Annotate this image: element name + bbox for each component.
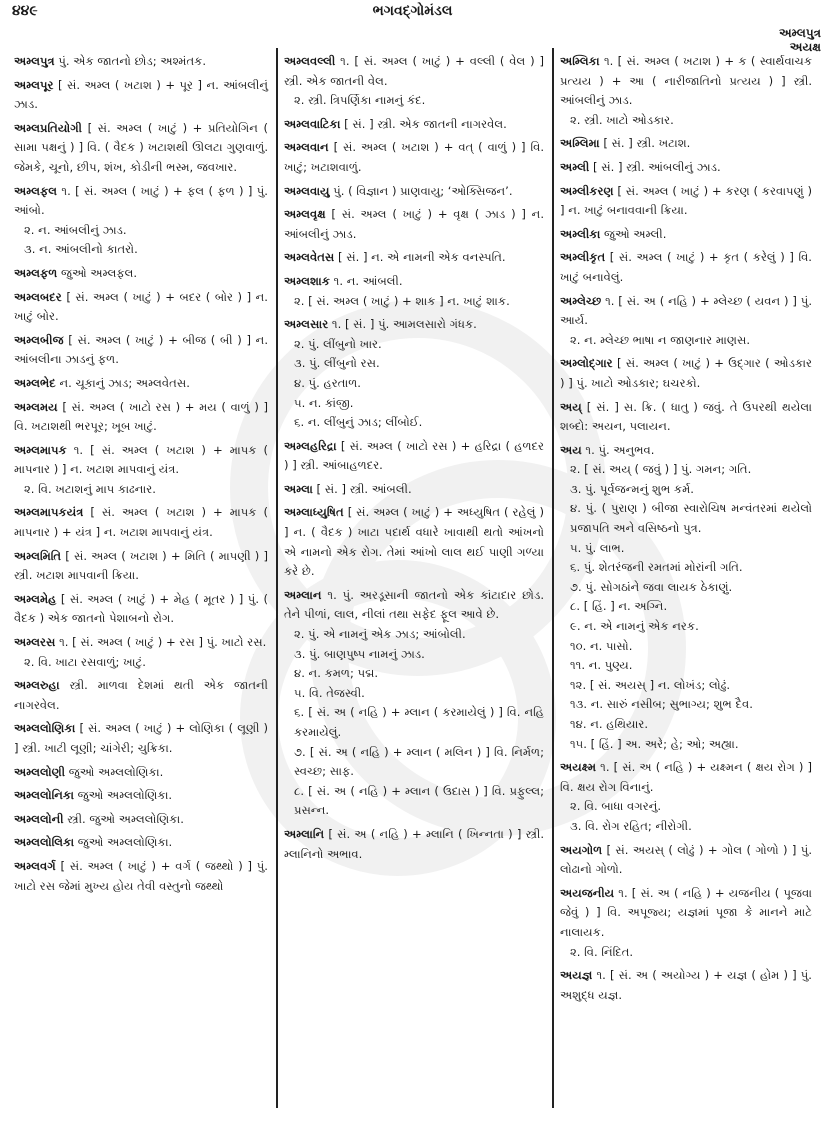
entry-sense: ૪. ન. કમળ; પદ્મ. [294, 666, 379, 681]
entry-headword: અમ્લશાક [284, 273, 330, 288]
entry-definition: જુઓ અમ્લી. [604, 226, 667, 241]
entry-definition: ૧. ન. આંબલી. [333, 273, 403, 288]
entry-sense: ૨. [ સં. અય્ ( જવું ) ] પું. ગમન; ગતિ. [570, 462, 752, 477]
dictionary-entry [14, 763, 268, 783]
entry-headword: અમ્લરુહા [14, 678, 60, 693]
entry-sense: ૧૨. [ સં. અયસ્ ] ન. લોખંડ; લોઢું. [570, 677, 731, 692]
entry-definition: ૧. [ સં. અ ( નહિ ) + યજનીય ( પૂજવા જેવું ) ] વિ. અપૂજ્ય; યજ્ઞમાં પૂજા કે માનને માટે નાલાયક. [560, 885, 813, 939]
entry-definition: પું. ( વિજ્ઞાન ) પ્રાણવાયુ; ‘ઓક્સિજન’. [333, 183, 513, 198]
entry-headword: અમ્લવાન [284, 140, 329, 155]
dictionary-entry [14, 288, 268, 327]
dictionary-entry [560, 158, 812, 178]
entry-headword: અયક્ષ્મ [560, 760, 597, 775]
entry-sense: ૧૧. ન. પુણ્ય. [570, 658, 633, 673]
entry-definition: જુઓ અમ્લલોણિકા. [68, 764, 164, 779]
entry-headword: અમ્લબીજ [14, 332, 64, 347]
entry-definition: ૧. પું. અનુભવ. [585, 442, 655, 457]
entry-headword: અમ્લભેદ [14, 375, 56, 390]
entry-sense: ૬. પું. શેતરંજની રમતમાં મોરાંની ગતિ. [570, 560, 743, 575]
entry-sense: ૨. ન. મ્લેચ્છ ભાષા ન જાણનાર માણસ. [570, 332, 751, 347]
entry-headword: અમ્લમાપકયંત્ર [14, 505, 84, 520]
entry-sense: ૩. વિ. રોગ રહિત; નીરોગી. [570, 818, 692, 833]
entry-definition: [ સં. અયસ્ ( લોઢું ) + ગોલ ( ગોળો ) ] પું. લોઢાનો ગોળો. [560, 842, 813, 877]
entry-headword: અમ્લમય [14, 399, 58, 414]
dictionary-entry [560, 248, 812, 287]
dictionary-entry [560, 841, 812, 880]
entry-definition: [ સં. અમ્લ ( ખાટું ) + કરણ ( કરવાપણું ) ] ન. ખાટું બનાવવાની ક્રિયા. [560, 183, 812, 218]
entry-definition: ન. ચૂકાનું ઝાડ; અમ્લવેતસ. [59, 375, 190, 390]
entry-headword: અય્ [560, 399, 582, 414]
entry-headword: અમ્લવલ્લી [284, 54, 336, 68]
entry-sense: ૨. સ્ત્રી. ખાટો ઓડકાર. [570, 112, 674, 127]
entry-headword: અમ્લલોણિકા [14, 721, 76, 736]
dictionary-entry [560, 398, 812, 437]
entry-definition: [ સં. ] સ્ત્રી. આંબલીનું ઝાડ. [593, 159, 721, 174]
entry-definition: [ સં. અમ્લ ( ખાટું ) + ઉદ્ગાર ( ઓડકાર ) ] પું. ખાટો ઓડકાર; ઘચરકો. [560, 356, 813, 390]
dictionary-entry [14, 633, 268, 672]
entry-sense: ૨. પું. એ નામનું એક ઝાડ; આંબોલી. [294, 627, 466, 642]
dictionary-entry [14, 331, 268, 370]
dictionary-entry [284, 182, 544, 202]
entry-definition: ૧. [ સં. અ ( નહિ ) + યક્ષ્મન ( ક્ષય રોગ ) ] વિ. ક્ષય રોગ વિનાનું. [560, 760, 813, 794]
entry-definition: [ સં. ] સ્ત્રી. આંબલી. [316, 481, 412, 496]
entry-definition: જુઓ અમ્લલોણિકા. [77, 788, 173, 803]
page-number: ૪૪૯ [12, 3, 38, 19]
entry-sense: ૫. વિ. તેજસ્વી. [294, 685, 365, 700]
entry-sense: ૯. ન. એ નામનું એક નરક. [570, 619, 699, 634]
dictionary-entry [284, 138, 544, 177]
dictionary-entry [284, 825, 544, 864]
dictionary-entry [560, 134, 812, 154]
entry-headword: અમ્લલોણી [14, 764, 66, 779]
entry-headword: અમ્લપ્રતિયોગી [14, 120, 82, 135]
entry-sense: ૧૦. ન. પાસો. [570, 638, 633, 653]
entry-headword: અમ્લલોલિકા [14, 835, 75, 850]
dictionary-entry [14, 374, 268, 394]
entry-definition: [ સં. અમ્લ ( ખાટું ) + પ્રતિયોગિન ( સામા પક્ષનું ) ] વિ. ( વૈદક ) ખટાશથી ઊલટા ગુણવાળું. જેમકે, ચૂનો, છીપ, શંખ, કોડીની ભસ્મ, જવખાર. [14, 120, 268, 174]
dictionary-entry [284, 315, 544, 433]
entry-definition: ૧. પું. અરડૂસાની જાતનો એક કાંટાદાર છોડ. તેને પીળાં, લાલ, નીલાં તથા સફેદ ફૂલ આવે છે. [284, 587, 545, 622]
entry-headword: અયજ્ઞ [560, 968, 593, 983]
dictionary-entry [14, 719, 268, 758]
entry-headword: અમ્લા [284, 481, 313, 496]
entry-headword: અમ્લલોની [14, 811, 64, 826]
entry-definition: [ સં. અમ્લ ( ખાટો રસ ) + હરિદ્રા ( હળદર ) ] સ્ત્રી. આંબાહળદર. [284, 438, 544, 473]
entry-headword: અમ્લફલ [14, 183, 58, 198]
dictionary-entry [14, 833, 268, 853]
entry-headword: અમ્લવાટિકા [284, 116, 341, 131]
entry-definition: ૧. [ સં. અમ્લ ( ખાટું ) + વલ્લી ( વેલ ) ] સ્ત્રી. એક જાતની વેલ. [284, 54, 544, 88]
entry-definition: [ સં. અમ્લ ( ખાટો રસ ) + મય ( વાળું ) ] વિ. ખટાશથી ભરપૂર; ખૂબ ખાટું. [14, 399, 269, 434]
entry-headword: અય [560, 442, 582, 457]
entry-headword: અમ્લવર્ગ [14, 858, 56, 873]
entry-headword: અયજનીય [560, 885, 615, 900]
entry-definition: ૧. [ સં. અમ્લ ( ખાટું ) + રસ ] પું. ખાટો રસ. [59, 635, 267, 650]
entry-sense: ૨. વિ. બાધા વગરનું. [570, 799, 662, 814]
entry-definition: ૧. [ સં. ] પું. આમલસારો ગંધક. [331, 317, 477, 332]
entry-definition: [ સં. અમ્લ ( ખાટું ) + લોણિકા ( લૂણી ) ] સ્ત્રી. ખાટી લૂણી; ચાંગેરી; ચુક્રિકા. [14, 721, 268, 755]
entry-definition: [ સં. અમ્લ ( ખટાશ ) + વત્ ( વાળું ) ] વિ. ખાટું; ખટાશવાળું. [284, 140, 545, 174]
entry-definition: જુઓ અમ્લફલ. [61, 265, 138, 280]
entry-definition: [ સં. અમ્લ ( ખાટું ) + વૃક્ષ ( ઝાડ ) ] ન. આંબલીનું ઝાડ. [284, 207, 544, 241]
entry-sense: ૨. વિ. ખાટા રસવાળું; ખાટું. [24, 654, 146, 669]
entry-definition: [ સં. ] સ્ત્રી. એક જાતની નાગરવેલ. [344, 116, 507, 131]
entry-headword: અમ્લી [560, 159, 590, 174]
dictionary-entry [14, 76, 268, 115]
dictionary-entry [284, 480, 544, 500]
entry-sense: ૪. પું. ( પુરાણ ) બીજા સ્વારોચિષ મન્વંતરમાં થયેલો પ્રજાપતિ અને વસિષ્ઠનો પુત્ર. [570, 501, 812, 536]
dictionary-entry [14, 441, 268, 500]
entry-sense: ૨. [ સં. અમ્લ ( ખાટું ) + શાક ] ન. ખાટું શાક. [294, 293, 510, 308]
dictionary-entry [284, 248, 544, 268]
entry-definition: [ સં. અમ્લ ( ખાટું ) + અધ્યુષિત ( રહેલું ) ] ન. ( વૈદક ) ખાટા પદાર્થ વધારે ખાવાથી થતો આંખનો એ નામનો એક રોગ. તેમાં આંખો લાલ થઈ પાણી ગળ્યા કરે છે. [284, 505, 545, 579]
dictionary-entry [14, 182, 268, 260]
entry-sense: ૮. [ સં. અ ( નહિ ) + મ્લાન ( ઉદાસ ) ] વિ. પ્રફુલ્લ; પ્રસન્ન. [294, 783, 544, 818]
entry-sense: ૩. પું. પૂર્વજન્મનું શુભ કર્મ. [570, 481, 694, 496]
entry-definition: [ સં. અમ્લ ( ખાટું ) + બદર ( બોર ) ] ન. ખાટું બોર. [14, 289, 268, 324]
entry-headword: અમ્લાન [284, 587, 322, 602]
dictionary-entry [560, 225, 812, 245]
entry-definition: જુઓ અમ્લલોણિકા. [77, 835, 173, 850]
entry-definition: [ સં. અમ્લ ( ખાટું ) + વર્ગ ( જથ્થો ) ] પું. ખાટો રસ જેમાં મુખ્ય હોય તેવી વસ્તુનો જથ્થો [14, 858, 268, 893]
dictionary-entry [14, 676, 268, 715]
entry-definition: ૧. [ સં. અમ્લ ( ખટાશ ) + ક ( સ્વાર્થવાચક પ્રત્યય ) + આ ( નારીજાતિનો પ્રત્યય ) ] સ્ત્રી. આંબલીનું ઝાડ. [560, 54, 813, 108]
entry-definition: ૧. [ સં. અમ્લ ( ખાટું ) + ફલ ( ફળ ) ] પું. આંબો. [14, 183, 268, 218]
entry-sense: ૨. ન. આંબલીનું ઝાડ. [24, 222, 127, 237]
entry-sense: ૩. પું. બાણપુષ્પ નામનું ઝાડ. [294, 646, 425, 661]
dictionary-entry [560, 758, 812, 836]
entry-sense: ૩. પું. લીંબુનો રસ. [294, 356, 380, 371]
dictionary-entry [560, 52, 812, 130]
entry-definition: [ સં. અમ્લ ( ખાટું ) + કૃત ( કરેલું ) ] વિ. ખાટું બનાવેલું. [560, 250, 812, 284]
entry-sense: ૭. પું. સોગઠાંને જવા લાયક ઠેકાણું. [570, 579, 733, 594]
entry-sense: ૪. પું. હરતાળ. [294, 375, 361, 390]
dictionary-entry [284, 437, 544, 476]
dictionary-entry [14, 857, 268, 896]
entry-definition: [ સં. અમ્લ ( ખટાશ ) + મિતિ ( માપણી ) ] સ્ત્રી. ખટાશ માપવાની ક્રિયા. [14, 548, 268, 583]
entry-headword: અમ્લિકા [560, 54, 600, 68]
entry-headword: અમ્લીકૃત [560, 250, 606, 265]
column-3 [554, 48, 820, 1108]
entry-headword: અમ્લલોનિકા [14, 788, 74, 803]
entry-headword: અમ્લમિતિ [14, 548, 62, 563]
guide-word-first: અમ્લપુત્ર [778, 26, 821, 40]
entry-headword: અયગોળ [560, 842, 603, 857]
entry-headword: અમ્લોદ્ગાર [560, 356, 613, 371]
dictionary-entry [14, 786, 268, 806]
page-title: ભગવદ્ગોમંડલ [372, 3, 453, 19]
entry-definition: ૧. [ સં. અ ( નહિ ) + મ્લેચ્છ ( યવન ) ] પું. આર્ય. [560, 293, 813, 328]
dictionary-entry [14, 398, 268, 437]
entry-sense: ૧૪. ન. હથિયાર. [570, 717, 649, 731]
entry-headword: અમ્લવૃક્ષ [284, 207, 326, 222]
entry-headword: અમ્લાનિ [284, 826, 325, 841]
dictionary-columns [8, 48, 820, 1108]
column-1 [8, 48, 278, 1108]
dictionary-entry [14, 810, 268, 830]
entry-definition: [ સં. અ ( નહિ ) + મ્લાનિ ( ખિન્નતા ) ] સ્ત્રી. મ્લાનિનો અભાવ. [284, 826, 545, 861]
entry-sense: ૫. પું. લાભ. [570, 540, 625, 555]
dictionary-entry [14, 119, 268, 178]
entry-headword: અમ્લસાર [284, 317, 329, 332]
dictionary-entry [284, 503, 544, 581]
entry-definition: ૧. [ સં. અ ( અયોગ્ય ) + યજ્ઞ ( હોમ ) ] પું. અશુદ્ધ યજ્ઞ. [560, 968, 812, 1002]
entry-headword: અમ્લિમા [560, 136, 600, 151]
entry-headword: અમ્લબદર [14, 289, 62, 304]
entry-definition: [ સં. ] સ. ક્રિ. ( ધાતુ ) જવું. તે ઉપરથી થયેલા શબ્દો: અયન, પલાયન. [560, 399, 812, 434]
entry-headword: અમ્લફળ [14, 265, 58, 280]
entry-definition: [ સં. અમ્લ ( ખટાશ ) + પૂર ] ન. આંબલીનું ઝાડ. [14, 77, 268, 112]
entry-headword: અમ્લહરિદ્રા [284, 438, 337, 453]
entry-sense: ૨. વિ. નિંદિત. [570, 944, 634, 959]
page-header [0, 0, 825, 54]
entry-headword: અમ્લવેતસ [284, 250, 335, 265]
dictionary-entry [560, 292, 812, 351]
entry-sense: ૫. ન. કાંજી. [294, 395, 354, 410]
entry-headword: અમ્લપૂર [14, 77, 54, 92]
entry-definition: પું. એક જાતનો છોડ; અશ્મંતક. [58, 54, 207, 68]
entry-headword: અમ્લવાયુ [284, 183, 330, 198]
entry-definition: [ સં. અમ્લ ( ખાટું ) + મેહ ( મૂતર ) ] પું. ( વૈદક ) એક જાતનો પેશાબનો રોગ. [14, 591, 268, 626]
dictionary-entry [14, 264, 268, 284]
guide-word-last: અયક્ષ [789, 40, 821, 54]
entry-headword: અમ્લપુત્ર [14, 54, 55, 68]
dictionary-entry [14, 503, 268, 542]
entry-sense: ૬. ન. લીંબુનું ઝાડ; લીંબોઈ. [294, 415, 423, 430]
entry-headword: અમ્લમાપક [14, 442, 67, 457]
entry-definition: [ સં. અમ્લ ( ખટાશ ) + માપક ( માપનાર ) + યંત્ર ] ન. ખટાશ માપવાનું યંત્ર. [14, 505, 268, 540]
entry-headword: અમ્લમેહ [14, 591, 57, 606]
entry-definition: [ સં. અમ્લ ( ખાટું ) + બીજ ( બી ) ] ન. આંબલીના ઝાડનું ફળ. [14, 332, 269, 367]
entry-sense: ૨. સ્ત્રી. ત્રિપર્ણિકા નામનું કંદ. [294, 93, 426, 108]
entry-definition: સ્ત્રી. માળવા દેશમાં થતી એક જાતની નાગરવેલ. [14, 678, 268, 712]
entry-sense: ૬. [ સં. અ ( નહિ ) + મ્લાન ( કરમાયેલું ) ] વિ. નહિ કરમાયેલું. [294, 705, 544, 739]
dictionary-entry [560, 441, 812, 755]
dictionary-entry [14, 52, 268, 72]
dictionary-entry [284, 272, 544, 311]
dictionary-entry [560, 966, 812, 1005]
entry-headword: અમ્લેચ્છ [560, 293, 602, 308]
dictionary-entry [560, 354, 812, 393]
entry-definition: સ્ત્રી. જુઓ અમ્લલોણિકા. [67, 811, 184, 826]
dictionary-entry [284, 586, 544, 821]
entry-definition: ૧. [ સં. અમ્લ ( ખટાશ ) + માપક ( માપનાર ) ] ન. ખટાશ માપવાનું યંત્ર. [14, 442, 268, 477]
dictionary-entry [560, 182, 812, 221]
dictionary-entry [284, 52, 544, 111]
entry-definition: [ સં. ] ન. એ નામની એક વનસ્પતિ. [337, 250, 506, 265]
entry-sense: ૮. [ હિં. ] ન. અગ્નિ. [570, 599, 668, 614]
entry-headword: અમ્લીકા [560, 226, 601, 241]
dictionary-entry [14, 547, 268, 586]
dictionary-entry [284, 205, 544, 244]
entry-sense: ૩. ન. આંબલીનો કાતરો. [24, 242, 138, 257]
dictionary-entry [284, 115, 544, 135]
dictionary-entry [14, 590, 268, 629]
column-2 [278, 48, 554, 1108]
entry-headword: અમ્લાધ્યુષિત [284, 505, 344, 520]
dictionary-entry [560, 884, 812, 962]
entry-headword: અમ્લરસ [14, 635, 56, 650]
entry-sense: ૧૫. [ હિં. ] અ. અરે; હે; ઓ; અહ્યા. [570, 736, 739, 751]
entry-headword: અમ્લીકરણ [560, 183, 614, 198]
entry-sense: ૧૩. ન. સારું નસીબ; સુભાગ્ય; શુભ દૈવ. [570, 697, 753, 712]
entry-sense: ૭. [ સં. અ ( નહિ ) + મ્લાન ( મલિન ) ] વિ. નિર્મળ; સ્વચ્છ; સાફ. [294, 744, 544, 779]
entry-sense: ૨. પું. લીંબુનો ખાર. [294, 336, 382, 351]
entry-sense: ૨. વિ. ખટાશનું માપ કાઢનાર. [24, 481, 156, 496]
entry-definition: [ સં. ] સ્ત્રી. ખટાશ. [603, 136, 691, 151]
